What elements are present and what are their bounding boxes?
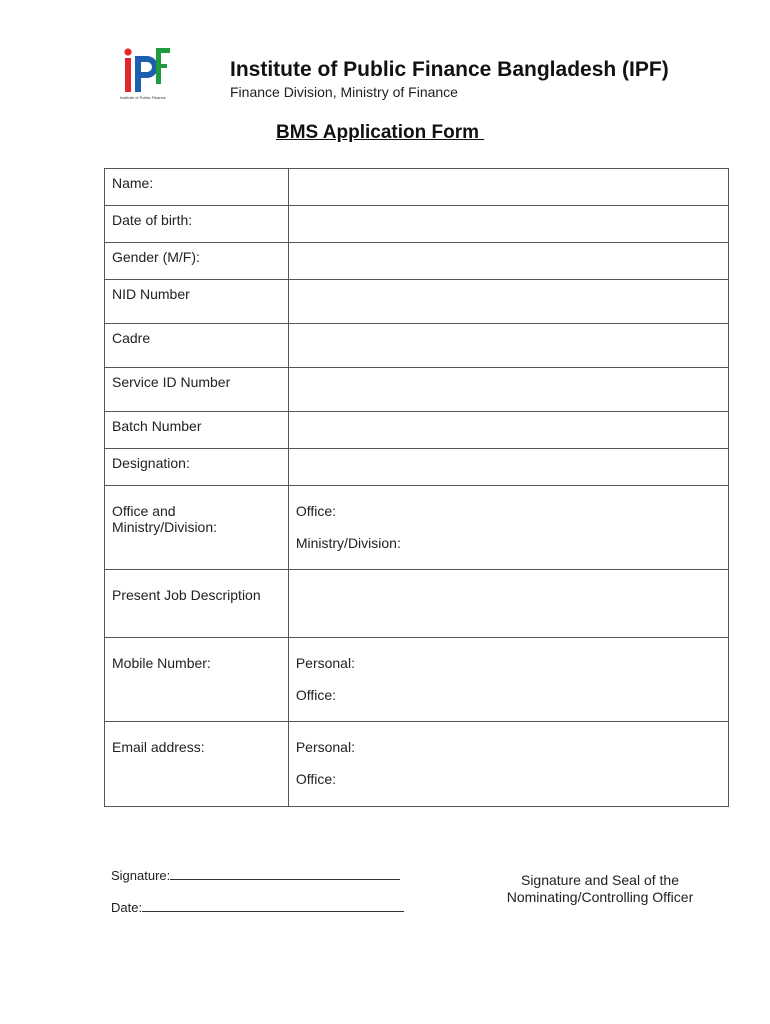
form-row-cadre (105, 324, 729, 368)
date-blank[interactable] (142, 901, 404, 912)
form-title: BMS Application Form (276, 122, 485, 143)
sub-label-office: Office: (295, 771, 337, 787)
field-label: Service ID Number (105, 368, 289, 412)
signature-blank[interactable] (170, 869, 400, 880)
form-row-office (105, 486, 729, 570)
field-label: Mobile Number: (105, 638, 289, 722)
field-label: Gender (M/F): (105, 243, 289, 280)
service-id-field[interactable] (288, 368, 728, 412)
nid-number-field[interactable] (288, 280, 728, 324)
gender-field[interactable] (288, 243, 728, 280)
field-label: Office and Ministry/Division: (105, 486, 289, 570)
nominating-officer-seal (480, 872, 720, 906)
mobile-number-field[interactable] (288, 638, 728, 722)
form-row-job-description (105, 570, 729, 638)
field-label: Designation: (105, 449, 289, 486)
sub-label-personal: Personal: (295, 655, 355, 671)
field-label: Name: (105, 169, 289, 206)
batch-number-field[interactable] (288, 412, 728, 449)
form-row-service-id (105, 368, 729, 412)
office-ministry-field[interactable] (288, 486, 728, 570)
sub-label-ministry: Ministry/Division: (295, 535, 401, 551)
job-description-field[interactable] (288, 570, 728, 638)
form-row-nid (105, 280, 729, 324)
date-line (111, 900, 404, 915)
field-label: Present Job Description (105, 570, 289, 638)
date-label: Date: (111, 900, 143, 915)
form-row-mobile (105, 638, 729, 722)
seal-label-line2: Nominating/Controlling Officer (506, 889, 694, 905)
form-row-name (105, 169, 729, 206)
form-row-dob (105, 206, 729, 243)
seal-label-line1: Signature and Seal of the (520, 872, 679, 888)
field-label: NID Number (105, 280, 289, 324)
organization-subtitle: Finance Division, Ministry of Finance (230, 84, 458, 100)
signature-line (111, 868, 400, 883)
application-form-table (104, 168, 729, 807)
designation-field[interactable] (288, 449, 728, 486)
date-of-birth-field[interactable] (288, 206, 728, 243)
form-row-email (105, 722, 729, 807)
sub-label-office: Office: (295, 687, 337, 703)
sub-label-personal: Personal: (295, 739, 355, 755)
email-address-field[interactable] (288, 722, 728, 807)
signature-label: Signature: (111, 868, 171, 883)
field-label: Cadre (105, 324, 289, 368)
sub-label-office: Office: (295, 503, 337, 519)
ipf-logo-icon (120, 46, 172, 94)
form-row-designation (105, 449, 729, 486)
organization-name: Institute of Public Finance Bangladesh (IPF) (230, 58, 669, 81)
form-row-batch (105, 412, 729, 449)
field-label: Email address: (105, 722, 289, 807)
field-label: Batch Number (105, 412, 289, 449)
name-field[interactable] (288, 169, 728, 206)
logo-caption: Institute of Public Finance (120, 95, 166, 100)
form-row-gender (105, 243, 729, 280)
cadre-field[interactable] (288, 324, 728, 368)
ipf-logo (120, 46, 172, 102)
field-label: Date of birth: (105, 206, 289, 243)
